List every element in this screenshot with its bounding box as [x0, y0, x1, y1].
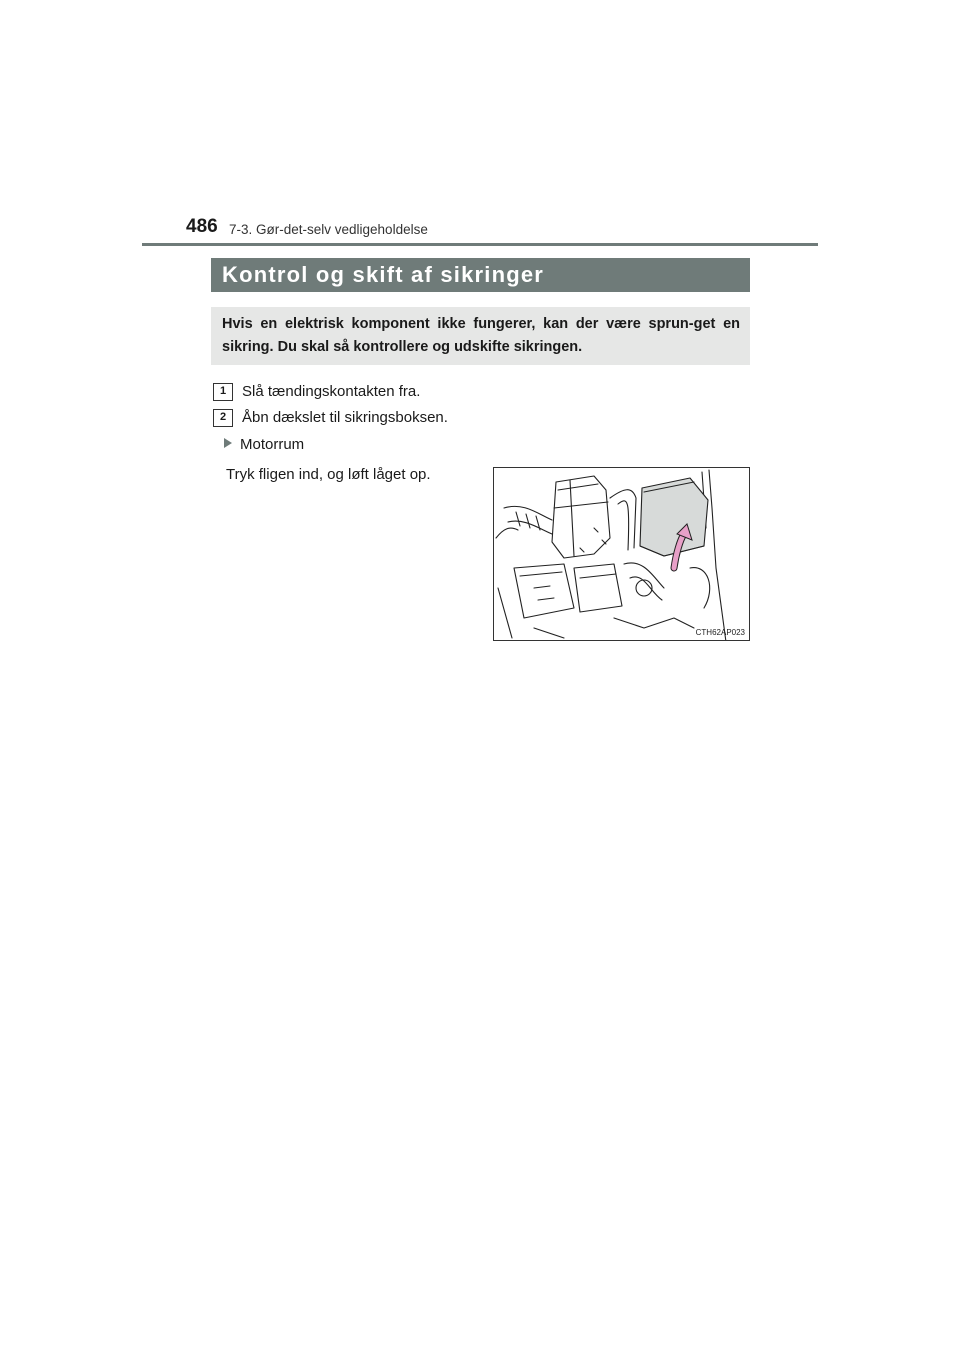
header-rule [142, 243, 818, 246]
section-title: Kontrol og skift af sikringer [211, 258, 750, 292]
section-reference: 7-3. Gør-det-selv vedligeholdelse [229, 222, 428, 237]
instruction-text: Tryk fligen ind, og løft låget op. [226, 466, 431, 483]
engine-bay-figure [493, 467, 750, 641]
intro-box: Hvis en elektrisk komponent ikke fungerer, kan der være sprun-get en sikring. Du skal så kontrollere og udskifte sikringen. [211, 307, 750, 365]
page-number: 486 [186, 216, 218, 237]
figure-code: CTH62AP023 [695, 628, 745, 637]
step-text: Åbn dækslet til sikringsboksen. [242, 409, 448, 426]
engine-bay-illustration [494, 468, 750, 641]
sub-item-label: Motorrum [240, 436, 305, 453]
sub-item-motorrum [224, 436, 304, 453]
triangle-right-icon [224, 438, 232, 448]
step-number-badge: 2 [213, 409, 233, 427]
step-number-badge: 1 [213, 383, 233, 401]
step-text: Slå tændingskontakten fra. [242, 383, 421, 400]
